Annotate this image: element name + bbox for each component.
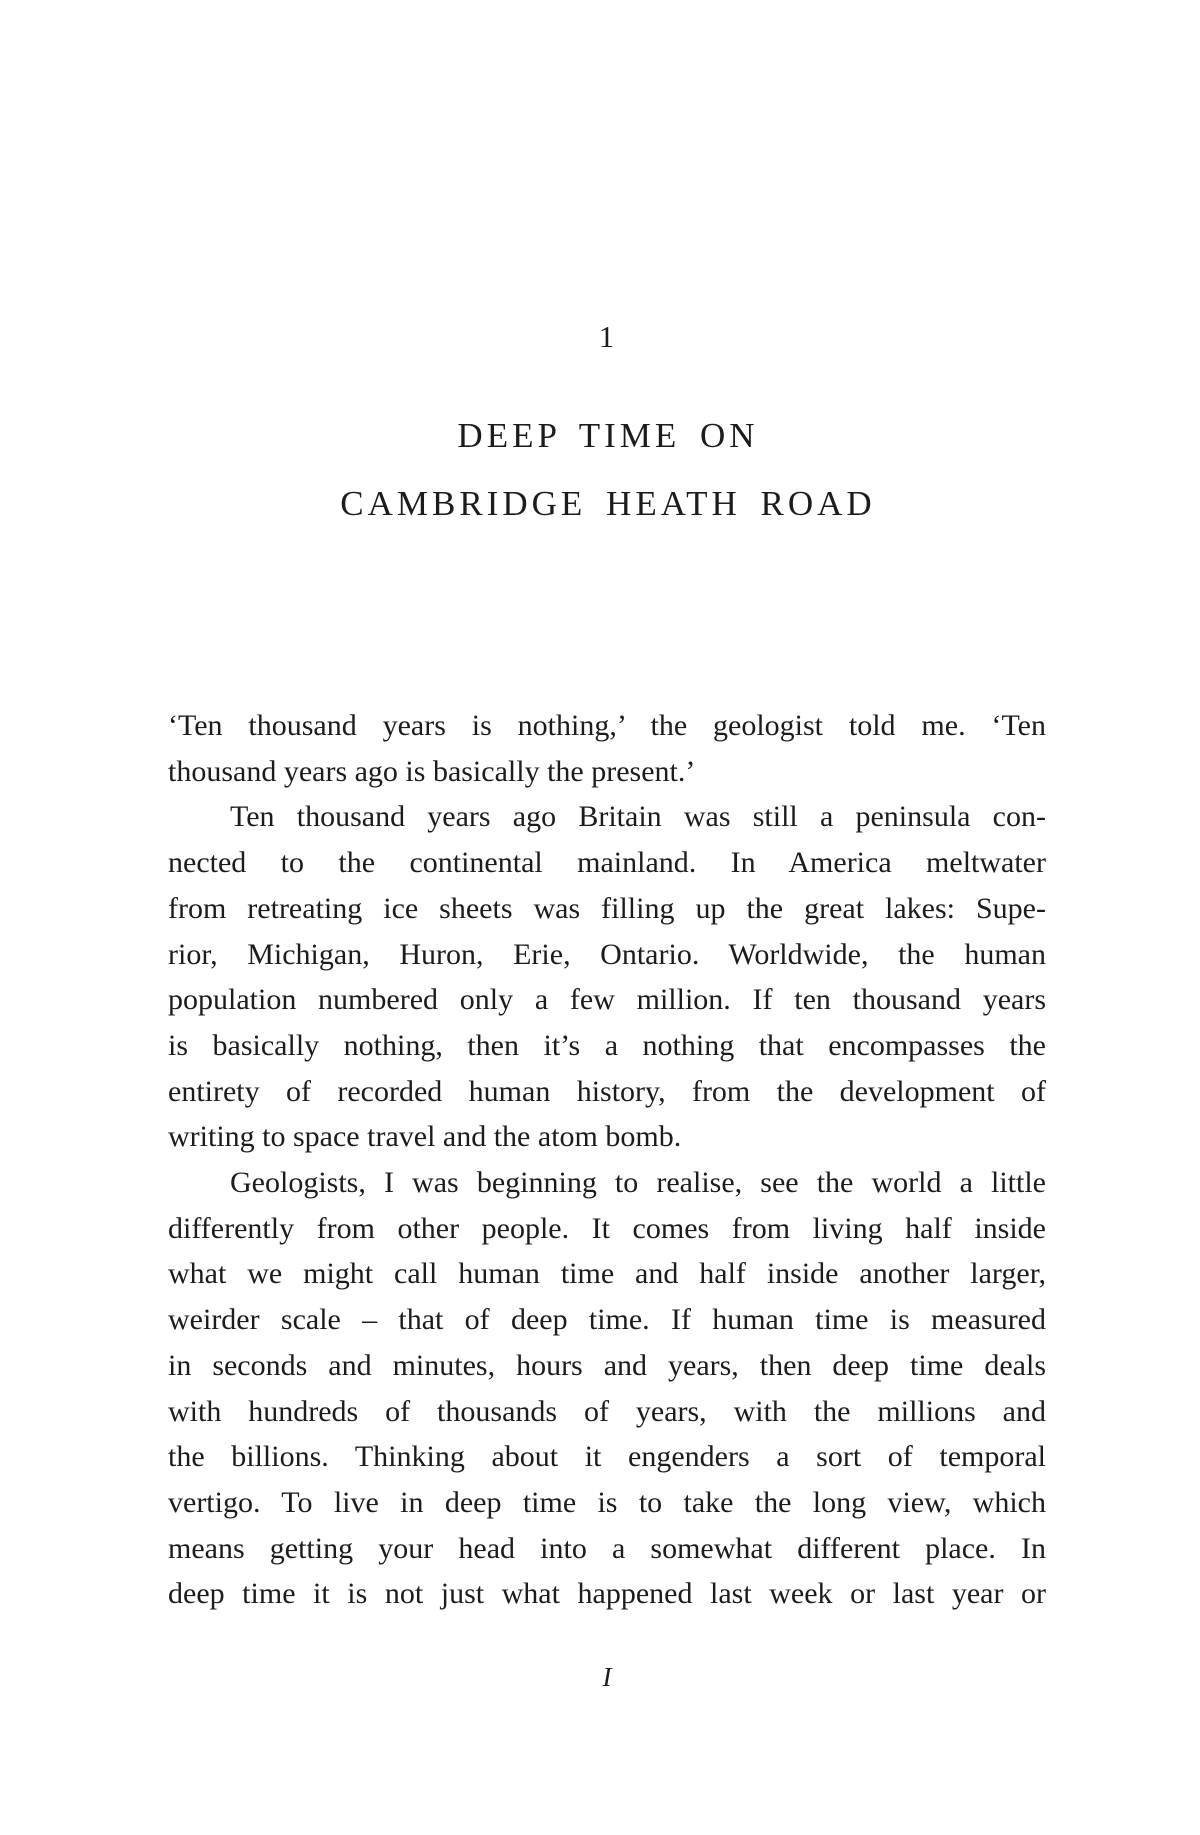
chapter-title <box>108 402 1108 538</box>
text-line: ‘Ten thousand years is nothing,’ the geologist told me. ‘Ten <box>168 709 1046 742</box>
text-line: vertigo. To live in deep time is to take the long view, which <box>168 1485 1046 1519</box>
chapter-title-line-2: CAMBRIDGE HEATH ROAD <box>340 484 876 523</box>
text-line: nected to the continental mainland. In America meltwater <box>168 846 1046 880</box>
text-line: Ten thousand years ago Britain was still a peninsula con- <box>230 800 1046 834</box>
text-line: in seconds and minutes, hours and years, then deep time deals <box>168 1348 1046 1382</box>
text-line: Geologists, I was beginning to realise, see the world a little <box>230 1166 1046 1200</box>
paragraph-2 <box>168 794 1046 1160</box>
text-line: writing to space travel and the atom bomb. <box>168 1120 682 1154</box>
text-line: thousand years ago is basically the present.’ <box>168 754 696 788</box>
text-line: differently from other people. It comes from living half inside <box>168 1211 1046 1245</box>
chapter-number: 1 <box>598 319 616 354</box>
text-line: means getting your head into a somewhat different place. In <box>168 1531 1046 1565</box>
paragraph-1 <box>168 703 1046 794</box>
text-line: the billions. Thinking about it engenders a sort of temporal <box>168 1440 1046 1474</box>
text-line: what we might call human time and half inside another larger, <box>168 1257 1046 1291</box>
text-line: weirder scale – that of deep time. If human time is measured <box>168 1303 1046 1337</box>
paragraph-3 <box>168 1160 1046 1617</box>
text-line: with hundreds of thousands of years, with the millions and <box>168 1394 1046 1428</box>
text-line: is basically nothing, then it’s a nothing that encompasses the <box>168 1028 1046 1062</box>
chapter-title-line-1: DEEP TIME ON <box>457 416 759 455</box>
text-line: rior, Michigan, Huron, Erie, Ontario. Worldwide, the human <box>168 937 1046 971</box>
text-line: entirety of recorded human history, from the development of <box>168 1074 1046 1108</box>
text-line: deep time it is not just what happened last week or last year or <box>168 1577 1046 1611</box>
body-text <box>168 703 1046 1617</box>
text-line: population numbered only a few million. If ten thousand years <box>168 983 1046 1017</box>
page-number: I <box>602 1662 612 1692</box>
text-line: from retreating ice sheets was filling up the great lakes: Supe- <box>168 891 1046 925</box>
